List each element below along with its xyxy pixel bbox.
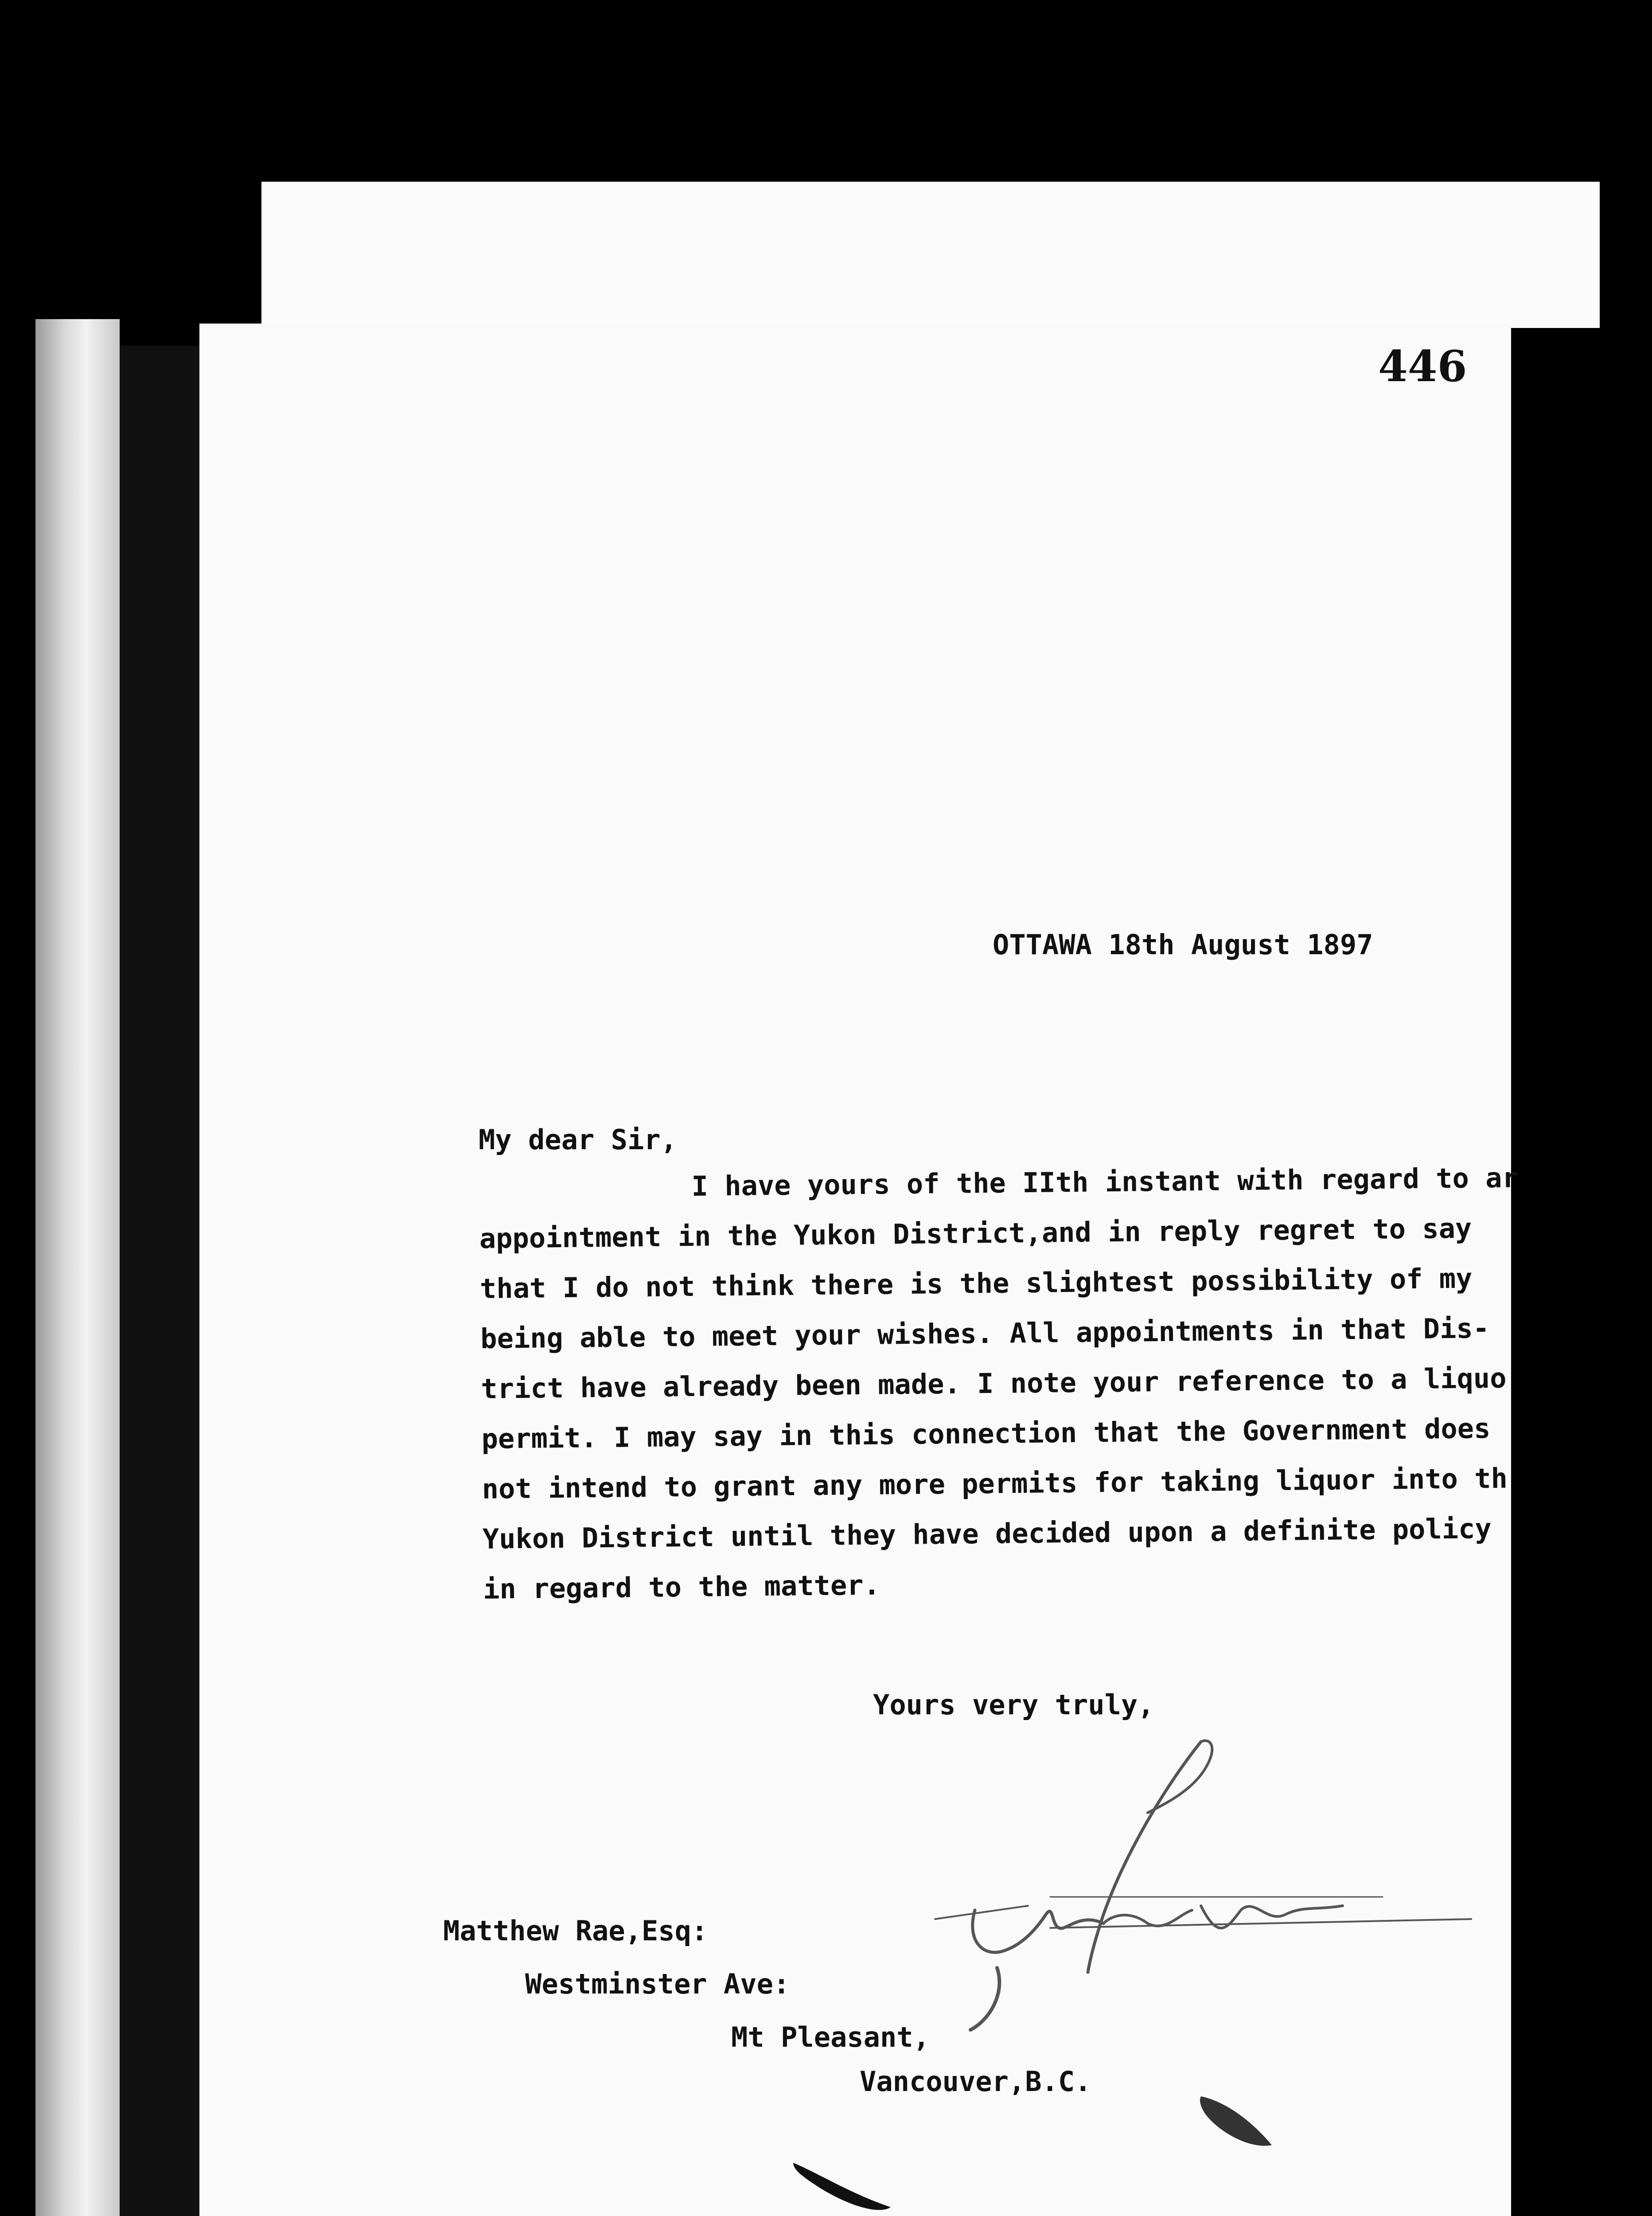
- ink-smudge: [789, 2154, 904, 2216]
- body-line: appointment in the Yukon District,and in reply regret to say: [479, 1212, 1472, 1255]
- signature-image: [917, 1720, 1493, 2056]
- body-line: that I do not think there is the slightest possibility of my: [479, 1262, 1473, 1305]
- addressee-street: Westminster Ave:: [525, 1968, 790, 2000]
- body-line: Yukon District until they have decided upon a definite policy: [482, 1512, 1492, 1555]
- page-number: 446: [1378, 341, 1467, 391]
- body-line: permit. I may say in this connection that the Government does: [481, 1412, 1491, 1455]
- dateline: OTTAWA 18th August 1897: [993, 929, 1373, 961]
- body-line: I have yours of the IIth instant with regard to ar: [691, 1161, 1519, 1202]
- page-top-edge: [261, 182, 1600, 328]
- letter-body: [479, 1153, 1519, 1614]
- body-line: in regard to the matter.: [483, 1568, 881, 1605]
- addressee-city: Vancouver,B.C.: [860, 2065, 1091, 2098]
- body-line: being able to meet your wishes. All appointments in that Dis-: [480, 1312, 1490, 1355]
- body-line: trict have already been made. I note your reference to a liquo: [480, 1362, 1507, 1405]
- body-line: not intend to grant any more permits for taking liquor into th: [482, 1462, 1508, 1505]
- microfilm-roll-edge: [35, 319, 120, 2216]
- closing: Yours very truly,: [873, 1689, 1154, 1721]
- page-shadow: [120, 346, 199, 2216]
- salutation: My dear Sir,: [479, 1124, 677, 1156]
- ink-smudge: [1192, 2083, 1281, 2158]
- addressee-locality: Mt Pleasant,: [731, 2021, 930, 2053]
- addressee-name: Matthew Rae,Esq:: [443, 1915, 708, 1947]
